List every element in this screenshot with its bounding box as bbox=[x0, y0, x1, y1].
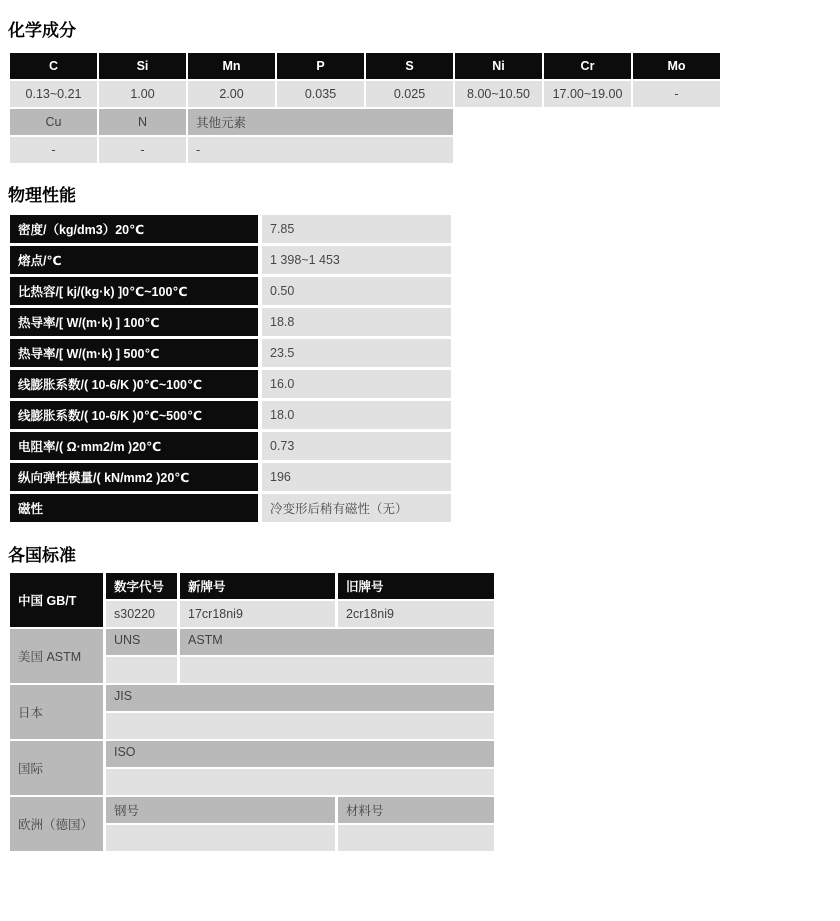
chem-extra-header-row bbox=[10, 109, 722, 137]
phys-label-magnetism: 磁性 bbox=[10, 494, 262, 525]
std-europe-header-material-number: 材料号 bbox=[338, 797, 497, 825]
phys-label-expansion-100: 线膨胀系数/( 10-6/K )0℃~100℃ bbox=[10, 370, 262, 401]
phys-value-specific-heat: 0.50 bbox=[262, 277, 455, 308]
phys-label-resistivity: 电阻率/( Ω·mm2/m )20℃ bbox=[10, 432, 262, 463]
std-international-header-row bbox=[10, 741, 497, 769]
national-standards-table bbox=[10, 573, 497, 853]
chem-header-n: N bbox=[99, 109, 188, 137]
std-europe-steel-number-value bbox=[106, 825, 338, 853]
std-usa-header-uns: UNS bbox=[106, 629, 180, 657]
std-international-header-iso: ISO bbox=[106, 741, 497, 769]
phys-row-expansion-500 bbox=[10, 401, 455, 432]
std-region-china: 中国 GB/T bbox=[10, 573, 106, 629]
chem-header-cr: Cr bbox=[544, 53, 633, 81]
chem-value-row bbox=[10, 81, 722, 109]
phys-row-specific-heat bbox=[10, 277, 455, 308]
phys-value-melting-point: 1 398~1 453 bbox=[262, 246, 455, 277]
std-china-numeric-code: s30220 bbox=[106, 601, 180, 629]
section-title-national-standards: 各国标准 bbox=[8, 546, 76, 565]
std-region-europe-germany: 欧洲（德国） bbox=[10, 797, 106, 853]
chem-value-n: - bbox=[99, 137, 188, 165]
chem-value-p: 0.035 bbox=[277, 81, 366, 109]
chem-value-cu: - bbox=[10, 137, 99, 165]
phys-value-expansion-500: 18.0 bbox=[262, 401, 455, 432]
chem-header-mo: Mo bbox=[633, 53, 722, 81]
std-europe-header-row bbox=[10, 797, 497, 825]
chem-extra-value-row bbox=[10, 137, 722, 165]
chem-value-other-elements: - bbox=[188, 137, 455, 165]
chem-header-si: Si bbox=[99, 53, 188, 81]
phys-label-density: 密度/（kg/dm3）20℃ bbox=[10, 215, 262, 246]
chem-value-s: 0.025 bbox=[366, 81, 455, 109]
section-title-physical-properties: 物理性能 bbox=[8, 186, 76, 205]
phys-row-elastic-modulus bbox=[10, 463, 455, 494]
phys-value-thermal-conductivity-500: 23.5 bbox=[262, 339, 455, 370]
chem-header-mn: Mn bbox=[188, 53, 277, 81]
chem-value-mo: - bbox=[633, 81, 722, 109]
chem-header-row bbox=[10, 53, 722, 81]
std-japan-jis-value bbox=[106, 713, 497, 741]
phys-value-thermal-conductivity-100: 18.8 bbox=[262, 308, 455, 339]
std-region-international: 国际 bbox=[10, 741, 106, 797]
std-china-header-numeric-code: 数字代号 bbox=[106, 573, 180, 601]
std-usa-astm-value bbox=[180, 657, 497, 685]
section-title-chemical-composition: 化学成分 bbox=[8, 21, 76, 40]
phys-row-thermal-conductivity-500 bbox=[10, 339, 455, 370]
chem-header-c: C bbox=[10, 53, 99, 81]
chem-value-cr: 17.00~19.00 bbox=[544, 81, 633, 109]
phys-label-specific-heat: 比热容/[ kj/(kg·k) ]0℃~100℃ bbox=[10, 277, 262, 308]
std-europe-material-number-value bbox=[338, 825, 497, 853]
phys-value-density: 7.85 bbox=[262, 215, 455, 246]
std-china-header-row bbox=[10, 573, 497, 601]
std-region-usa: 美国 ASTM bbox=[10, 629, 106, 685]
phys-value-magnetism: 冷变形后稍有磁性（无） bbox=[262, 494, 455, 525]
std-china-header-new-grade: 新牌号 bbox=[180, 573, 338, 601]
chem-header-p: P bbox=[277, 53, 366, 81]
phys-row-thermal-conductivity-100 bbox=[10, 308, 455, 339]
chem-header-s: S bbox=[366, 53, 455, 81]
std-usa-header-row bbox=[10, 629, 497, 657]
phys-label-elastic-modulus: 纵向弹性模量/( kN/mm2 )20℃ bbox=[10, 463, 262, 494]
std-japan-header-row bbox=[10, 685, 497, 713]
std-china-new-grade: 17cr18ni9 bbox=[180, 601, 338, 629]
std-usa-uns-value bbox=[106, 657, 180, 685]
std-japan-header-jis: JIS bbox=[106, 685, 497, 713]
chem-value-ni: 8.00~10.50 bbox=[455, 81, 544, 109]
chemical-composition-table bbox=[10, 53, 722, 165]
std-china-header-old-grade: 旧牌号 bbox=[338, 573, 497, 601]
chem-header-cu: Cu bbox=[10, 109, 99, 137]
phys-row-expansion-100 bbox=[10, 370, 455, 401]
chem-value-c: 0.13~0.21 bbox=[10, 81, 99, 109]
phys-label-melting-point: 熔点/℃ bbox=[10, 246, 262, 277]
phys-label-thermal-conductivity-100: 热导率/[ W/(m·k) ] 100℃ bbox=[10, 308, 262, 339]
phys-row-melting-point bbox=[10, 246, 455, 277]
phys-row-resistivity bbox=[10, 432, 455, 463]
std-china-old-grade: 2cr18ni9 bbox=[338, 601, 497, 629]
physical-properties-table bbox=[10, 215, 455, 525]
phys-value-expansion-100: 16.0 bbox=[262, 370, 455, 401]
phys-row-density bbox=[10, 215, 455, 246]
phys-row-magnetism bbox=[10, 494, 455, 525]
phys-value-elastic-modulus: 196 bbox=[262, 463, 455, 494]
std-international-iso-value bbox=[106, 769, 497, 797]
chem-value-mn: 2.00 bbox=[188, 81, 277, 109]
chem-header-ni: Ni bbox=[455, 53, 544, 81]
std-usa-header-astm: ASTM bbox=[180, 629, 497, 657]
chem-header-other-elements: 其他元素 bbox=[188, 109, 455, 137]
std-region-japan: 日本 bbox=[10, 685, 106, 741]
chem-value-si: 1.00 bbox=[99, 81, 188, 109]
phys-label-thermal-conductivity-500: 热导率/[ W/(m·k) ] 500℃ bbox=[10, 339, 262, 370]
std-europe-header-steel-number: 钢号 bbox=[106, 797, 338, 825]
phys-value-resistivity: 0.73 bbox=[262, 432, 455, 463]
phys-label-expansion-500: 线膨胀系数/( 10-6/K )0℃~500℃ bbox=[10, 401, 262, 432]
